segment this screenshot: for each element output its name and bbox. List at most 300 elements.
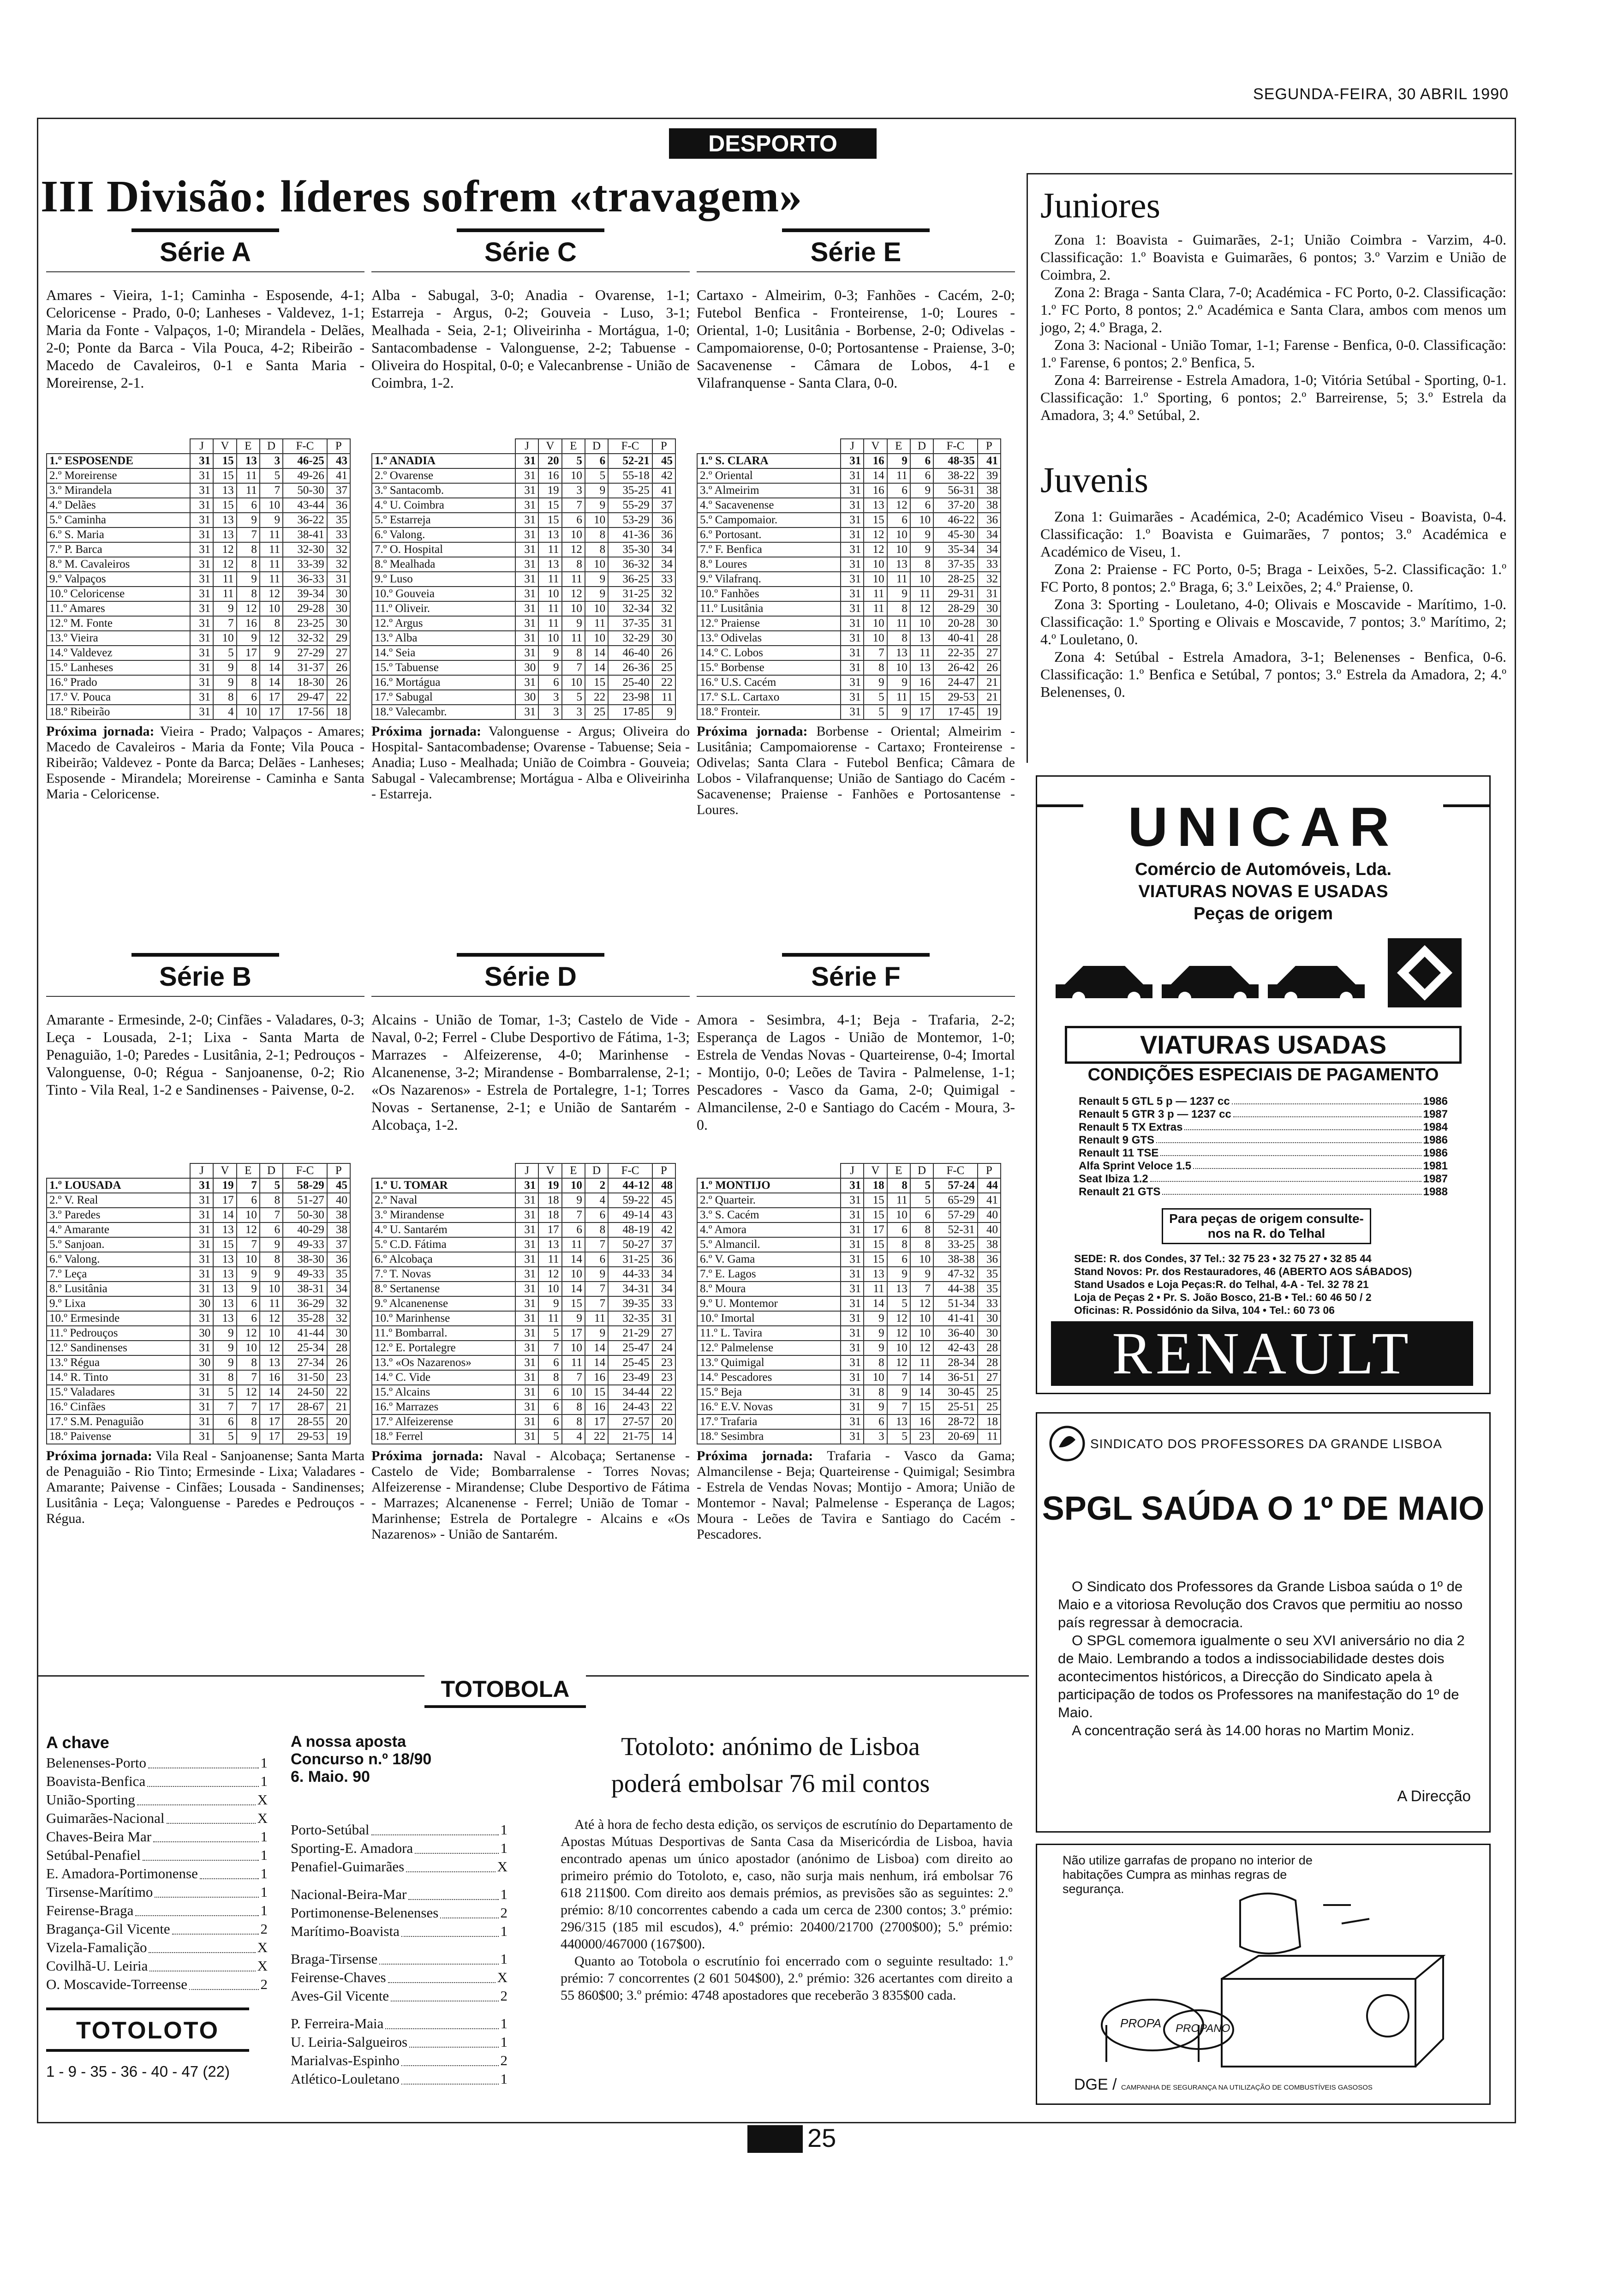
propano-illustration-icon [1065, 1887, 1462, 2071]
standings-cell: 65-29 [933, 1193, 978, 1208]
standings-cell: 6 [237, 1296, 260, 1311]
standings-cell: 31 [841, 513, 864, 527]
table-row [697, 1385, 1001, 1400]
standings-cell: 15 [213, 498, 236, 513]
standings-cell: 31 [515, 646, 538, 660]
standings-cell: 28-25 [933, 572, 978, 587]
standings-cell: 15 [213, 454, 236, 468]
standings-cell: 10 [910, 1252, 933, 1267]
match-pick: 2 [500, 1988, 508, 2004]
standings-cell: 18 [327, 705, 350, 719]
standings-cell: 48-19 [608, 1222, 652, 1237]
standings-cell: 12 [910, 601, 933, 616]
standings-header-cell: D [260, 439, 283, 454]
standings-cell: 31 [515, 498, 538, 513]
standings-header-cell [47, 1163, 190, 1178]
standings-cell: 13 [887, 1414, 910, 1429]
standings-cell: 8 [910, 1237, 933, 1252]
match-name: Belenenses-Porto [46, 1755, 146, 1771]
standings-cell: 40-29 [283, 1222, 327, 1237]
standings-cell: 31 [190, 468, 213, 483]
standings-cell: 31 [190, 1222, 213, 1237]
match-name: Feirense-Braga [46, 1902, 134, 1918]
standings-cell: 12 [213, 542, 236, 557]
standings-cell: 35 [327, 1267, 350, 1282]
totobola-match [46, 1938, 268, 1957]
match-name: Sporting-E. Amadora [291, 1840, 413, 1856]
totobola-key-list [46, 1754, 268, 1994]
unicar-line2: Peças de origem [1193, 904, 1333, 923]
standings-cell: 26 [978, 660, 1001, 675]
standings-cell: 31 [190, 616, 213, 631]
standings-cell: 30 [978, 616, 1001, 631]
standings-table [46, 438, 351, 720]
unicar-ad [1036, 775, 1491, 1394]
standings-cell: 31 [841, 616, 864, 631]
standings-cell: 7 [562, 660, 585, 675]
standings-cell: 19 [213, 1178, 236, 1193]
standings-cell: 31 [190, 498, 213, 513]
next-round-fixtures: Vieira - Prado; Valpaços - Amares; Macedo de Cavaleiros - Maria da Fonte; Vila Pouca - Ribeirão; Valdevez - Ponte da Barca; Delães - Lanheses; Esposende - Mirandela; Moreirense - Caminha e Santa Maria - Celoricense. [46, 724, 364, 802]
totobola-match [291, 2033, 508, 2051]
standings-cell: 31 [841, 1326, 864, 1341]
table-row [697, 646, 1001, 660]
standings-cell: 6 [585, 454, 608, 468]
standings-cell: 5 [910, 1193, 933, 1208]
table-row [47, 675, 350, 690]
team-name: 17.º S.M. Penaguião [47, 1414, 190, 1429]
standings-cell: 23-98 [608, 690, 652, 705]
standings-cell: 9 [864, 1400, 887, 1414]
standings-cell: 27-57 [608, 1414, 652, 1429]
standings-header-cell: D [260, 1163, 283, 1178]
standings-cell: 32 [652, 601, 675, 616]
standings-cell: 6 [910, 454, 933, 468]
standings-cell: 31 [515, 1237, 538, 1252]
standings-cell: 37 [652, 498, 675, 513]
standings-cell: 37-35 [933, 557, 978, 572]
table-row [697, 1178, 1001, 1193]
standings-cell: 9 [213, 675, 236, 690]
standings-cell: 3 [562, 483, 585, 498]
standings-cell: 9 [237, 572, 260, 587]
standings-header-cell: F-C [608, 1163, 652, 1178]
standings-cell: 13 [213, 1267, 236, 1282]
totobola-match [291, 1821, 508, 1839]
standings-cell: 14 [260, 675, 283, 690]
totoloto-article-body [561, 1816, 1013, 2004]
standings-cell: 32 [978, 572, 1001, 587]
standings-cell: 31 [841, 527, 864, 542]
standings-cell: 11 [887, 468, 910, 483]
standings-cell: 8 [237, 587, 260, 601]
standings-cell: 11 [887, 572, 910, 587]
standings-cell: 31 [652, 616, 675, 631]
standings-cell: 21 [978, 675, 1001, 690]
team-name: 18.º Paivense [47, 1429, 190, 1444]
standings-cell: 8 [562, 557, 585, 572]
standings-cell: 32 [652, 587, 675, 601]
table-row [697, 1237, 1001, 1252]
table-row [372, 587, 675, 601]
totobola-match [46, 1975, 268, 1994]
team-name: 5.º Caminha [47, 513, 190, 527]
zone-paragraph: Zona 2: Braga - Santa Clara, 7-0; Académica - FC Porto, 0-2. Classificação: 1.º FC Porto, 8 pontos; 2.º Académica e Santa Clara, ambos com menos um jogo, 2; 4.º Braga, 2. [1040, 284, 1506, 336]
standings-cell: 9 [237, 1429, 260, 1444]
zone-paragraph: Zona 3: Nacional - União Tomar, 1-1; Farense - Benfica, 0-0. Classificação: 1.º Farense, 6 pontos; 2.º Benfica, 5. [1040, 336, 1506, 371]
standings-cell: 6 [237, 498, 260, 513]
standings-cell: 31 [841, 1296, 864, 1311]
standings-cell: 38-31 [283, 1282, 327, 1296]
standings-cell: 31 [841, 1193, 864, 1208]
standings-cell: 4 [213, 705, 236, 719]
next-round-label: Próxima jornada: [697, 1448, 813, 1463]
standings-cell: 31-50 [283, 1370, 327, 1385]
standings-cell: 9 [910, 527, 933, 542]
team-name: 6.º Portosant. [697, 527, 841, 542]
standings-cell: 47-32 [933, 1267, 978, 1282]
table-row [47, 1341, 350, 1355]
standings-cell: 31 [841, 1385, 864, 1400]
standings-header-cell: F-C [608, 439, 652, 454]
serie-title: Série B [159, 962, 251, 992]
standings-cell: 33 [978, 1296, 1001, 1311]
standings-cell: 10 [538, 587, 561, 601]
standings-cell: 33-39 [283, 557, 327, 572]
standings-table [46, 1163, 351, 1444]
standings-cell: 10 [887, 542, 910, 557]
match-name: P. Ferreira-Maia [291, 2015, 384, 2031]
team-name: 6.º Valong. [372, 527, 515, 542]
standings-cell: 32 [327, 1311, 350, 1326]
standings-cell: 8 [585, 1222, 608, 1237]
serie-divider [697, 271, 1015, 272]
standings-cell: 15 [585, 1385, 608, 1400]
standings-cell: 31 [190, 587, 213, 601]
table-row [697, 1311, 1001, 1326]
standings-cell: 50-27 [608, 1237, 652, 1252]
totobola-match [46, 1957, 268, 1975]
standings-cell: 30 [190, 1355, 213, 1370]
standings-cell: 14 [585, 660, 608, 675]
standings-cell: 5 [213, 1385, 236, 1400]
table-row [372, 468, 675, 483]
next-round [46, 724, 364, 802]
standings-cell: 10 [910, 1326, 933, 1341]
table-row [47, 1252, 350, 1267]
standings-cell: 11 [237, 468, 260, 483]
team-name: 1.º U. TOMAR [372, 1178, 515, 1193]
totobola-match [46, 1864, 268, 1883]
standings-cell: 5 [910, 1178, 933, 1193]
totobola-title: TOTOBOLA [424, 1673, 586, 1708]
standings-cell: 8 [887, 1237, 910, 1252]
standings-cell: 7 [864, 646, 887, 660]
match-name: União-Sporting [46, 1792, 135, 1808]
match-pick: X [257, 1792, 268, 1808]
standings-header-cell: V [864, 439, 887, 454]
standings-header-cell: F-C [933, 1163, 978, 1178]
standings-cell: 57-24 [933, 1178, 978, 1193]
standings-cell: 14 [260, 660, 283, 675]
standings-cell: 16 [864, 483, 887, 498]
standings-cell: 11 [978, 1429, 1001, 1444]
standings-cell: 8 [260, 1193, 283, 1208]
standings-cell: 9 [538, 646, 561, 660]
car-name: Renault 5 TX Extras [1079, 1121, 1183, 1133]
standings-cell: 4 [562, 1429, 585, 1444]
totobola-match [46, 1920, 268, 1938]
standings-cell: 13 [213, 513, 236, 527]
team-name: 7.º T. Novas [372, 1267, 515, 1282]
standings-cell: 20-28 [933, 616, 978, 631]
standings-cell: 31 [190, 1178, 213, 1193]
standings-cell: 9 [538, 1296, 561, 1311]
standings-cell: 8 [887, 601, 910, 616]
standings-cell: 30 [978, 601, 1001, 616]
next-round [371, 724, 690, 802]
team-name: 10.º Ermesinde [47, 1311, 190, 1326]
standings-header-cell: J [841, 439, 864, 454]
standings-header-cell: V [213, 439, 236, 454]
standings-cell: 10 [562, 1178, 585, 1193]
leader-dots [379, 1964, 498, 1965]
standings-cell: 11 [260, 557, 283, 572]
standings-cell: 31 [841, 498, 864, 513]
match-name: Aves-Gil Vicente [291, 1988, 389, 2004]
serie-divider [46, 271, 364, 272]
team-name: 7.º Leça [47, 1267, 190, 1282]
unicar-brand: UNICAR [1128, 796, 1399, 858]
table-row [372, 1385, 675, 1400]
standings-cell: 31 [841, 1400, 864, 1414]
standings-cell: 23 [910, 1429, 933, 1444]
standings-cell: 15 [538, 498, 561, 513]
standings-header-cell: P [327, 1163, 350, 1178]
table-row [372, 646, 675, 660]
standings-cell: 31 [841, 572, 864, 587]
standings-cell: 26-42 [933, 660, 978, 675]
car-listing [1079, 1095, 1448, 1108]
standings-cell: 9 [887, 454, 910, 468]
standings-cell: 20 [538, 454, 561, 468]
standings-cell: 13 [538, 557, 561, 572]
standings-cell: 7 [538, 1341, 561, 1355]
juvenis-text [1040, 508, 1506, 701]
standings-cell: 5 [538, 1326, 561, 1341]
next-round-fixtures: Naval - Alcobaça; Sertanense - Castelo de Vide; Bombarralense - Torres Novas; Alfeizerense - Mirandense; Clube Desportivo de Fátima - Marrazes; Alcanenense - Ferrel; União de Tomar - Marinhense; Estrela de Portalegre - Alcains e «Os Nazarenos» - União de Santarém. [371, 1448, 690, 1542]
standings-cell: 31 [515, 513, 538, 527]
spgl-logo-icon [1049, 1425, 1086, 1462]
spgl-paragraph: A concentração será às 14.00 horas no Martim Moniz. [1072, 1722, 1415, 1738]
standings-cell: 33 [978, 557, 1001, 572]
standings-cell: 31 [515, 1326, 538, 1341]
standings-cell: 14 [864, 1296, 887, 1311]
standings-cell: 13 [864, 498, 887, 513]
standings-cell: 13 [887, 557, 910, 572]
standings-cell: 42 [652, 1222, 675, 1237]
standings-cell: 7 [237, 1178, 260, 1193]
standings-cell: 13 [213, 1311, 236, 1326]
serie-results: Amarante - Ermesinde, 2-0; Cinfães - Valadares, 0-3; Leça - Lousada, 2-1; Lixa - Santa Marta de Penaguião, 1-0; Paredes - Lusitânia, 2-1; Pedrouços - Valonguense, 0-0; Régua - Sanjoanense, 0-2; Rio Tinto - Vila Real, 1-2 e Sandinenses - Paivense, 0-2. [46, 1011, 364, 1098]
standings-header-cell: P [978, 439, 1001, 454]
standings-cell: 10 [260, 1282, 283, 1296]
standings-cell: 14 [652, 1429, 675, 1444]
unicar-addresses [1074, 1252, 1471, 1317]
car-year: 1988 [1423, 1186, 1448, 1198]
table-row [47, 1178, 350, 1193]
match-name: Tirsense-Marítimo [46, 1884, 153, 1900]
standings-cell: 41-41 [933, 1311, 978, 1326]
standings-cell: 9 [585, 483, 608, 498]
serie-results: Alba - Sabugal, 3-0; Anadia - Ovarense, 1-1; Estarreja - Argus, 0-2; Gouveia - Luso, 3-1; Mealhada - Seia, 2-1; Oliveirinha - Mortágua, 1-0; Santacombadense - Valonguense, 2-2; Tabuense - Oliveira do Hospital, 0-0; e Valecanbrense - União de Coimbra, 1-2. [371, 287, 690, 391]
table-row [47, 1326, 350, 1341]
table-row [697, 1341, 1001, 1355]
standings-cell: 8 [562, 1400, 585, 1414]
team-name: 8.º Mealhada [372, 557, 515, 572]
standings-cell: 31 [190, 1341, 213, 1355]
match-pick: 1 [260, 1847, 268, 1863]
standings-table [697, 1163, 1001, 1444]
team-name: 1.º LOUSADA [47, 1178, 190, 1193]
standings-cell: 13 [213, 483, 236, 498]
serie-title-rule [131, 953, 279, 957]
standings-cell: 16 [910, 1414, 933, 1429]
standings-cell: 8 [585, 542, 608, 557]
car-year: 1986 [1423, 1147, 1448, 1159]
page-number: 25 [807, 2123, 836, 2152]
standings-cell: 28-29 [933, 601, 978, 616]
table-row [697, 1267, 1001, 1282]
standings-cell: 10 [562, 1267, 585, 1282]
standings-cell: 37-35 [608, 616, 652, 631]
team-name: 13.º Odivelas [697, 631, 841, 646]
match-name: Guimarães-Nacional [46, 1810, 165, 1826]
unicar-address-line: SEDE: R. dos Condes, 37 Tel.: 32 75 23 • 32 75 27 • 32 85 44 [1074, 1252, 1372, 1264]
next-round [697, 1448, 1015, 1542]
publication-logo [747, 2125, 803, 2153]
standings-cell: 8 [887, 1178, 910, 1193]
unicar-line1: VIATURAS NOVAS E USADAS [1138, 882, 1388, 901]
team-name: 3.º Paredes [47, 1208, 190, 1222]
standings-cell: 34-31 [608, 1282, 652, 1296]
zone-paragraph: Zona 1: Guimarães - Académica, 2-0; Académico Viseu - Boavista, 0-4. Classificação: 1.º Boavista e Guimarães, 7 pontos; 3.º Académica e Académico de Viseu, 1. [1040, 508, 1506, 560]
standings-cell: 17 [910, 705, 933, 719]
standings-cell: 6 [585, 1208, 608, 1222]
standings-cell: 15 [562, 1296, 585, 1311]
standings-cell: 11 [562, 631, 585, 646]
table-row [697, 1400, 1001, 1414]
standings-cell: 36-51 [933, 1370, 978, 1385]
table-row [47, 483, 350, 498]
team-name: 2.º V. Real [47, 1193, 190, 1208]
match-name: Porto-Setúbal [291, 1822, 370, 1838]
leader-dots [408, 1899, 498, 1900]
standings-cell: 5 [213, 1429, 236, 1444]
team-name: 8.º M. Cavaleiros [47, 557, 190, 572]
standings-cell: 30 [978, 1326, 1001, 1341]
standings-header-cell [697, 1163, 841, 1178]
next-round-fixtures: Valonguense - Argus; Oliveira do Hospital- Santacombadense; Ovarense - Tabuense; Seia - Anadia; Luso - Mealhada; União de Coimbra - Gouveia; Sabugal - Valecambrense; Mortágua - Alba e Oliveirinha - Estarreja. [371, 724, 690, 802]
match-pick: 1 [500, 2071, 508, 2087]
standings-cell: 31 [841, 1222, 864, 1237]
standings-header-cell: E [562, 1163, 585, 1178]
standings-cell: 25 [978, 1400, 1001, 1414]
car-name: Renault 11 TSE [1079, 1147, 1159, 1159]
spgl-paragraph: O Sindicato dos Professores da Grande Lisboa saúda o 1º de Maio e a vitoriosa Revolução dos Cravos que permitiu ao nosso país regressar à democracia. [1058, 1578, 1463, 1630]
standings-cell: 49-26 [283, 468, 327, 483]
standings-cell: 19 [327, 1429, 350, 1444]
standings-cell: 31 [190, 690, 213, 705]
zone-paragraph: Zona 4: Setúbal - Estrela Amadora, 3-1; Belenenses - Benfica, 0-6. Classificação: 1.º Benfica e Setúbal, 7 pontos; 3.º Estrela da Amadora, 2; 4.º Belenenses, 0. [1040, 648, 1506, 700]
match-name: O. Moscavide-Torreense [46, 1976, 187, 1992]
serie-block [371, 953, 690, 1542]
standings-cell: 40 [327, 1193, 350, 1208]
unicar-address-line: Stand Usados e Loja Peças:R. do Telhal, 4-A - Tel. 32 78 21 [1074, 1278, 1369, 1290]
standings-cell: 55-18 [608, 468, 652, 483]
leader-dots [147, 1786, 258, 1787]
spgl-paragraph: O SPGL comemora igualmente o seu XVI aniversário no dia 2 de Maio. Lembrando a todos a indissociabilidade destes dois acontecimentos históricos, a Direcção do Sindicato apela à participação de todos os Professores na manifestação do 1º de Maio. [1058, 1632, 1465, 1720]
leader-dots [409, 2047, 498, 2048]
table-row [47, 527, 350, 542]
standings-cell: 6 [910, 1208, 933, 1222]
totoloto-numbers: 1 - 9 - 35 - 36 - 40 - 47 (22) [46, 2063, 230, 2080]
table-row [372, 1252, 675, 1267]
team-name: 6.º Alcobaça [372, 1252, 515, 1267]
serie-title-rule [782, 953, 930, 957]
team-name: 17.º S.L. Cartaxo [697, 690, 841, 705]
table-row [47, 1429, 350, 1444]
standings-cell: 28-72 [933, 1414, 978, 1429]
standings-cell: 31 [841, 631, 864, 646]
spgl-org: SINDICATO DOS PROFESSORES DA GRANDE LISBOA [1090, 1437, 1442, 1451]
standings-cell: 11 [260, 527, 283, 542]
standings-cell: 12 [910, 1296, 933, 1311]
standings-cell: 11 [887, 1193, 910, 1208]
standings-cell: 31 [515, 675, 538, 690]
standings-cell: 14 [585, 1355, 608, 1370]
table-row [47, 705, 350, 719]
standings-cell: 50-30 [283, 483, 327, 498]
standings-cell: 31 [515, 468, 538, 483]
standings-cell: 31 [515, 1193, 538, 1208]
standings-cell: 12 [260, 1311, 283, 1326]
standings-cell: 31 [515, 1208, 538, 1222]
standings-cell: 13 [887, 1282, 910, 1296]
table-row [47, 1208, 350, 1222]
match-pick: 1 [500, 2034, 508, 2050]
standings-cell: 12 [260, 1341, 283, 1355]
next-round-label: Próxima jornada: [371, 724, 481, 739]
totobola-bet-title: A nossa aposta [291, 1733, 406, 1750]
table-row [697, 1296, 1001, 1311]
standings-cell: 35 [978, 1267, 1001, 1282]
standings-cell: 30 [327, 1326, 350, 1341]
standings-table [697, 438, 1001, 720]
standings-cell: 9 [237, 513, 260, 527]
standings-cell: 7 [213, 616, 236, 631]
match-name: Braga-Tirsense [291, 1951, 378, 1967]
standings-cell: 11 [864, 587, 887, 601]
standings-cell: 31 [515, 631, 538, 646]
table-row [372, 513, 675, 527]
standings-cell: 9 [260, 646, 283, 660]
standings-cell: 12 [237, 601, 260, 616]
standings-header-cell: V [864, 1163, 887, 1178]
standings-cell: 31 [515, 1414, 538, 1429]
standings-header-cell: E [562, 439, 585, 454]
totobola-match [46, 1883, 268, 1901]
